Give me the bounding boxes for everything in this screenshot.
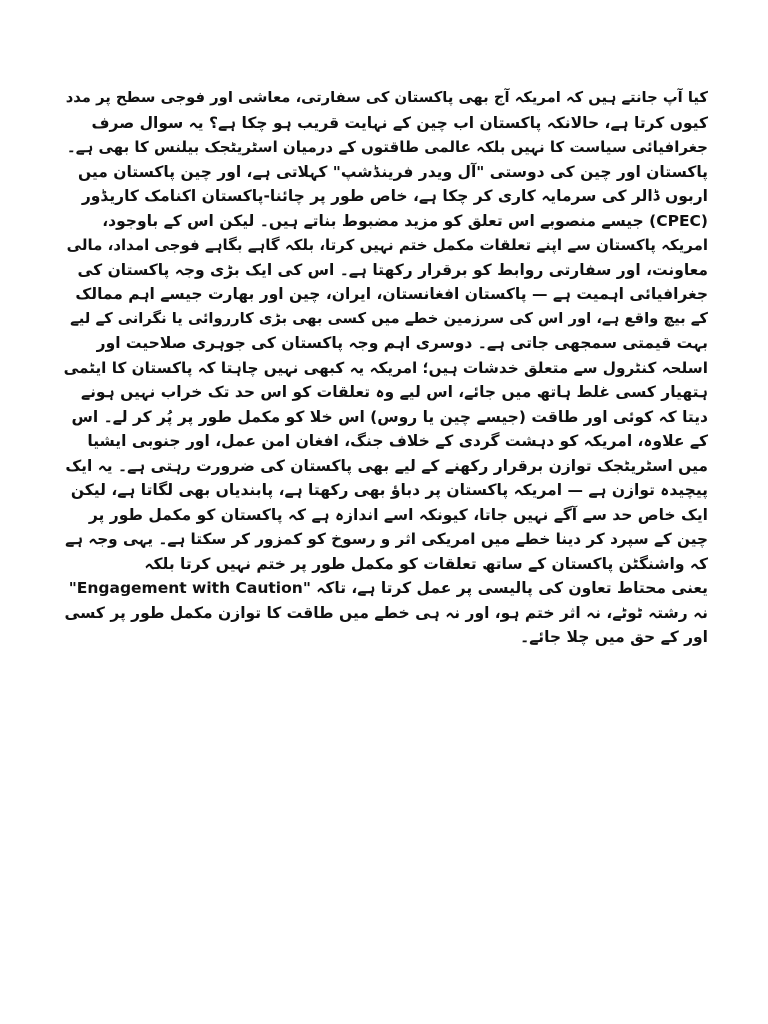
urdu-article-body [62, 86, 708, 650]
text-line-17: پیچیدہ توازن ہے — امریکہ پاکستان پر دباؤ بھی رکھتا ہے، پابندیاں بھی لگاتا ہے، لیکن [70, 481, 708, 499]
text-line-23: اور کے حق میں چلا جائے۔ [520, 628, 708, 646]
text-line-1: کیا آپ جانتے ہیں کہ امریکہ آج بھی پاکستان کی سفارتی، معاشی اور فوجی سطح پر مدد [65, 89, 708, 106]
text-line-13: ہتھیار کسی غلط ہاتھ میں جائے، اس لیے وہ تعلقات کو اس حد تک خراب نہیں ہونے [81, 383, 708, 401]
text-line-16: میں اسٹریٹجک توازن برقرار رکھنے کے لیے بھی پاکستان کی ضرورت رہتی ہے۔ یہ ایک [65, 456, 708, 475]
text-line-6: (CPEC) جیسے منصوبے اس تعلق کو مزید مضبوط بناتے ہیں۔ لیکن اس کے باوجود، [102, 211, 708, 230]
text-line-14: دیتا کہ کوئی اور طاقت (جیسے چین یا روس) اس خلا کو مکمل طور پر پُر کر لے۔ اس [71, 407, 708, 426]
text-line-7: امریکہ پاکستان سے اپنے تعلقات مکمل ختم نہیں کرتا، بلکہ گاہے بگاہے فوجی امداد، مالی [66, 236, 708, 254]
text-line-12: اسلحہ کنٹرول سے متعلق خدشات ہیں؛ امریکہ یہ کبھی نہیں چاہتا کہ پاکستان کا ایٹمی [63, 358, 708, 377]
text-line-8: معاونت، اور سفارتی روابط کو برقرار رکھتا ہے۔ اس کی ایک بڑی وجہ پاکستان کی [77, 260, 708, 279]
text-line-22: نہ رشتہ ٹوٹے، نہ اثر ختم ہو، اور نہ ہی خطے میں طاقت کا توازن مکمل طور پر کسی [64, 603, 708, 622]
text-line-10: کے بیچ واقع ہے، اور اس کی سرزمین خطے میں کسی بھی بڑی کارروائی یا نگرانی کے لیے [70, 309, 708, 327]
text-line-19: چین کے سپرد کر دینا خطے میں امریکی اثر و رسوخ کو کمزور کر سکتا ہے۔ یہی وجہ ہے [65, 530, 708, 548]
text-line-3: جغرافیائی سیاست کا نہیں بلکہ عالمی طاقتوں کے درمیان اسٹریٹجک بیلنس کا بھی ہے۔ [66, 138, 708, 156]
text-line-21: یعنی محتاط تعاون کی پالیسی پر عمل کرتا ہے، تاکہ "Engagement with Caution" [68, 579, 708, 597]
text-line-5: اربوں ڈالر کی سرمایہ کاری کر چکا ہے، خاص طور پر چائنا-پاکستان اکنامک کاریڈور [81, 187, 708, 205]
text-line-15: کے علاوہ، امریکہ کو دہشت گردی کے خلاف جنگ، افغان امن عمل، اور جنوبی ایشیا [87, 432, 708, 450]
text-line-11: بہت قیمتی سمجھی جاتی ہے۔ دوسری اہم وجہ پاکستان کی جوہری صلاحیت اور [96, 334, 708, 352]
text-line-4: پاکستان اور چین کی دوستی "آل ویدر فرینڈشپ" کہلاتی ہے، اور چین پاکستان میں [77, 162, 708, 181]
text-line-2: کیوں کرتا ہے، حالانکہ پاکستان اب چین کے نہایت قریب ہو چکا ہے؟ یہ سوال صرف [91, 113, 708, 132]
text-line-9: جغرافیائی اہمیت ہے — پاکستان افغانستان، ایران، چین اور بھارت جیسے اہم ممالک [75, 285, 708, 303]
text-line-18: ایک خاص حد سے آگے نہیں جاتا، کیونکہ اسے اندازہ ہے کہ پاکستان کو مکمل طور پر [88, 505, 708, 524]
text-line-20: کہ واشنگٹن پاکستان کے ساتھ تعلقات کو مکمل طور پر ختم نہیں کرتا بلکہ [144, 554, 708, 573]
